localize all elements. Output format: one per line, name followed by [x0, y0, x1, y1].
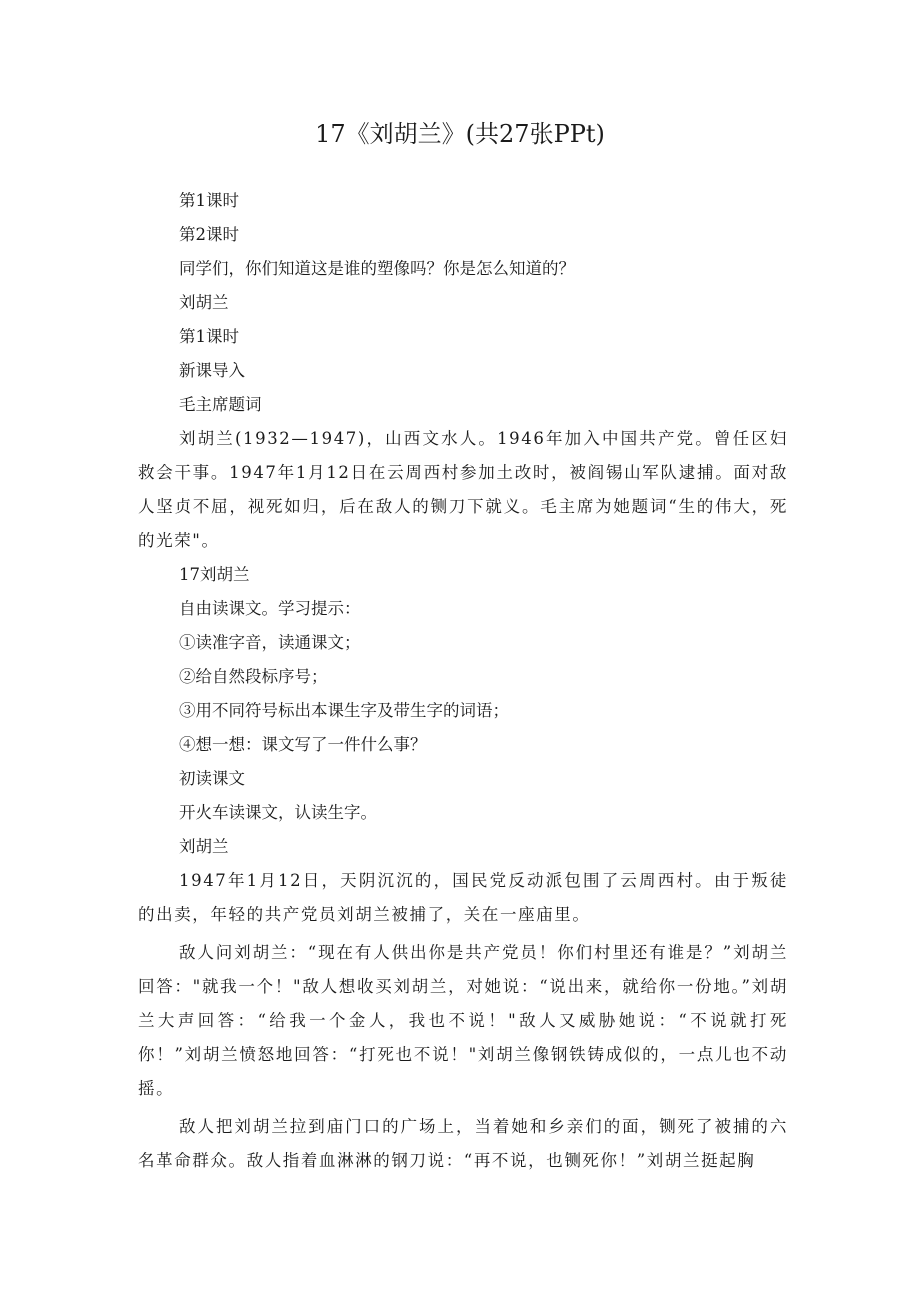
text-line: 刘胡兰 — [179, 837, 229, 856]
text-line: 自由读课文。学习提示： — [179, 599, 361, 618]
text-line: 初读课文 — [179, 769, 245, 788]
text-line: 新课导入 — [179, 361, 245, 380]
document-title: 17《刘胡兰》(共27张PPt) — [315, 120, 605, 148]
text-line: 开火车读课文，认读生字。 — [179, 803, 377, 822]
story-paragraph-3: 敌人把刘胡兰拉到庙门口的广场上，当着她和乡亲们的面，铡死了被捕的六名革命群众。敌人指着血淋淋的钢刀说：“再不说，也铡死你！”刘胡兰挺起胸 — [138, 1117, 788, 1170]
text-line: 同学们，你们知道这是谁的塑像吗？你是怎么知道的？ — [179, 259, 575, 278]
text-line: 第2课时 — [179, 225, 239, 244]
document-body — [138, 184, 788, 1178]
intro-paragraph: 刘胡兰(1932—1947)，山西文水人。1946年加入中国共产党。曾任区妇救会干事。1947年1月12日在云周西村参加土改时，被阎锡山军队逮捕。面对敌人坚贞不屈，视死如归，后在敌人的铡刀下就义。毛主席为她题词“生的伟大，死的光荣"。 — [138, 429, 788, 550]
story-paragraph-2: 敌人问刘胡兰：“现在有人供出你是共产党员！你们村里还有谁是？”刘胡兰回答："就我一个！"敌人想收买刘胡兰，对她说：“说出来，就给你一份地。”刘胡兰大声回答：“给我一个金人，我也不说！"敌人又威胁她说：“不说就打死你！”刘胡兰愤怒地回答：“打死也不说！"刘胡兰像钢铁铸成似的，一点儿也不动摇。 — [138, 943, 788, 1098]
text-line: 第1课时 — [179, 327, 239, 346]
text-line: 毛主席题词 — [179, 395, 262, 414]
text-line: ③用不同符号标出本课生字及带生字的词语； — [179, 701, 509, 720]
text-line: 17刘胡兰 — [179, 565, 250, 584]
text-line: 第1课时 — [179, 191, 239, 210]
story-paragraph-1: 1947年1月12日，天阴沉沉的，国民党反动派包围了云周西村。由于叛徒的出卖，年轻的共产党员刘胡兰被捕了，关在一座庙里。 — [138, 871, 788, 924]
text-line: ①读准字音，读通课文； — [179, 633, 361, 652]
text-line: 刘胡兰 — [179, 293, 229, 312]
text-line: ④想一想：课文写了一件什么事？ — [179, 735, 427, 754]
text-line: ②给自然段标序号； — [179, 667, 328, 686]
